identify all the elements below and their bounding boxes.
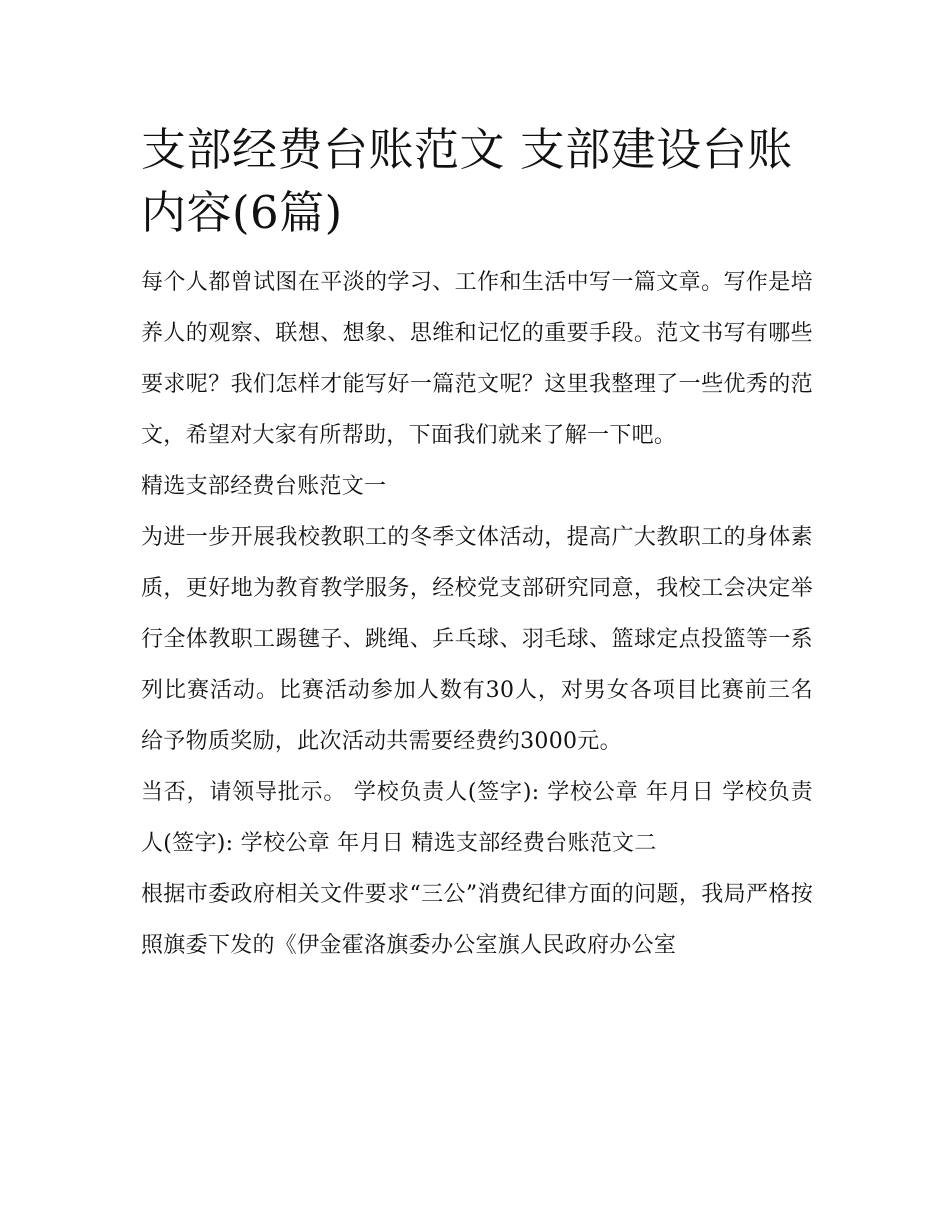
body-paragraph: 为进一步开展我校教职工的冬季文体活动，提高广大教职工的身体素质，更好地为教育教学服务，经校党支部研究同意，我校工会决定举行全体教职工踢毽子、跳绳、乒乓球、羽毛球、篮球定点投篮等一系列比赛活动。比赛活动参加人数有30人，对男女各项目比赛前三名给予物质奖励，此次活动共需要经费约3000元。 [141,525,813,754]
document-body [141,118,813,971]
section-heading-one: 精选支部经费台账范文一 [141,474,387,499]
body-paragraph-continued: 根据市委政府相关文件要求“三公”消费纪律方面的问题，我局严格按照旗委下发的《伊金霍洛旗委办公室旗人民政府办公室 [141,882,813,958]
document-title: 支部经费台账范文 支部建设台账内容(6篇) [141,123,793,239]
intro-paragraph: 每个人都曾试图在平淡的学习、工作和生活中写一篇文章。写作是培养人的观察、联想、想象、思维和记忆的重要手段。范文书写有哪些要求呢？我们怎样才能写好一篇范文呢？这里我整理了一些优秀的范文，希望对大家有所帮助，下面我们就来了解一下吧。 [141,270,813,448]
approval-paragraph: 当否，请领导批示。 学校负责人(签字): 学校公章 年月日 学校负责人(签字): 学校公章 年月日 精选支部经费台账范文二 [141,780,813,856]
